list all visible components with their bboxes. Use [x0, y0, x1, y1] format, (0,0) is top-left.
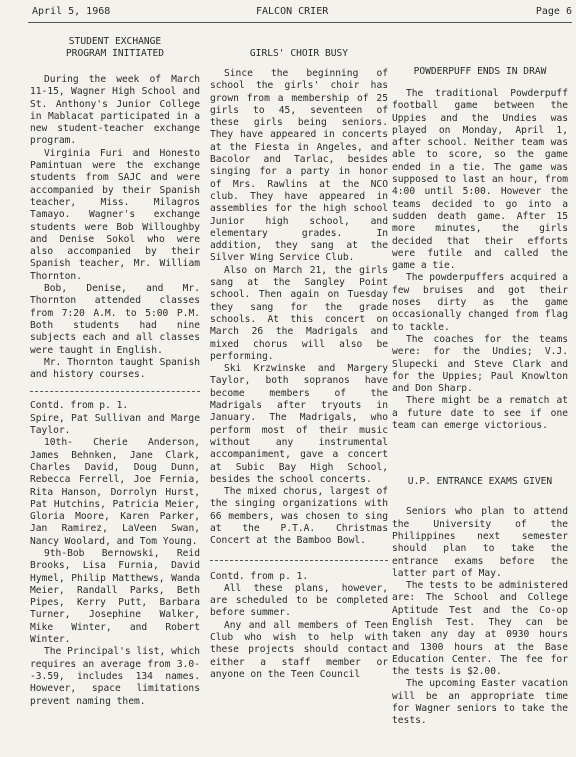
paragraph: Seniors who plan to attend the University of the Philippines next semester should plan to take the entrance exams before the latter part of May. [392, 506, 568, 579]
paragraph: The Principal's list, which requires an average from 3.0--3.59, includes 134 names. However, space limitations prevent naming them. [30, 646, 200, 707]
paragraph: 9th-Bob Bernowski, Reid Brooks, Lisa Furnia, David Hymel, Philip Matthews, Wanda Meier, Randall Parks, Beth Pipes, Kerry Putt, Barbara Turner, Josephine Walker, Mike Winter, and Robert Winter. [30, 547, 200, 646]
paragraph: Also on March 21, the girls sang at the Sangley Point school. Then again on Tuesday they sang for the grade schools. At this concert on March 26 the Madrigals and mixed chorus will also be performing. [210, 264, 388, 362]
paragraph: Spire, Pat Sullivan and Marge Taylor. [30, 412, 200, 437]
paragraph: The powderpuffers acquired a few bruises and got their noses dirty as the game occasionally changed from flag to tackle. [392, 272, 568, 333]
paragraph: Since the beginning of school the girls' choir has grown from a membership of 25 girls to 45, seventeen of these girls being seniors. They have appeared in concerts at the Fiesta in Angeles, and Bacolor and Tarlac, besides singing for a party in honor of Mrs. Rawlins at the NCO club. They have appeared in assemblies for the high school Junior high school, and elementary grades. In addition, they sang at the Silver Wing Service Club. [210, 68, 388, 264]
section-divider [30, 391, 200, 392]
column-1 [30, 36, 200, 708]
paragraph: All these plans, however, are scheduled to be completed before summer. [210, 582, 388, 619]
article-title: PROGRAM INITIATED [65, 48, 165, 59]
section-divider [210, 560, 388, 561]
paragraph: Virginia Furi and Honesto Pamintuan were the exchange students from SAJC and were accompanied by their Spanish teacher, Miss. Milagros Tamayo. Wagner's exchange students were Bob Willoughby and Denise Sokol who were also accompanied by their Spanish teacher, Mr. William Thornton. [30, 147, 200, 282]
column-3 [392, 66, 568, 728]
paragraph: The mixed chorus, largest of the singing organizations with 66 members, was chosen to sing at the P.T.A. Christmas Concert at the Bamboo Bowl. [210, 486, 388, 547]
paragraph: Any and all members of Teen Club who wish to help with these projects should contact either a staff member or anyone on the Teen Council [210, 619, 388, 680]
paragraph: 10th- Cherie Anderson, James Behnken, Jane Clark, Charles David, Doug Dunn, Rebecca Ferrell, Joe Fernia, Rita Hanson, Dorrolyn Hurst, Pat Hutchins, Patricia Meier, Gloria Moore, Karen Parker, Jan Ramirez, LaVeen Swan, Nancy Woolard, and Tom Young. [30, 437, 200, 547]
column-2 [210, 48, 388, 681]
paragraph: Bob, Denise, and Mr. Thornton attended classes from 7:20 A.M. to 5:00 P.M. Both students had nine subjects each and all classes were taught in English. [30, 283, 200, 356]
paragraph: During the week of March 11-15, Wagner High School and St. Anthony's Junior College in Mablacat participated in a new student-teacher exchange program. [30, 74, 200, 147]
paper-name: FALCON CRIER [256, 6, 329, 17]
continued-label: Contd. from p. 1. [30, 400, 129, 412]
page-number: Page 6 [535, 6, 572, 17]
paragraph: The traditional Powderpuff football game between the Uppies and the Undies was played on Monday, April 1, after school. Neither team was able to score, so the game ended in a tie. The game was supposed to last an hour, from 4:00 until 5:00. However the teams decided to go into a sudden death game. After 15 more minutes, the girls decided that their efforts were futile and called the game a tie. [392, 88, 568, 272]
page-header [32, 6, 572, 20]
article-title: POWDERPUFF ENDS IN DRAW [413, 66, 547, 77]
paragraph: The tests to be administered are: The School and College Aptitude Test and the Co-op English Test. They can be taken any day at 0930 hours and 1300 hours at the Base Education Center. The fee for the tests is $2.00. [392, 580, 568, 678]
header-rule [28, 22, 572, 23]
issue-date: April 5, 1968 [32, 6, 111, 17]
article-title: GIRLS' CHOIR BUSY [249, 48, 349, 59]
paragraph: Mr. Thornton taught Spanish and history courses. [30, 356, 200, 381]
paragraph: The coaches for the teams were: for the Undies; V.J. Slupecki and Steve Clark and for the Uppies; Paul Knowlton and Don Sharp. [392, 333, 568, 395]
paragraph: The upcoming Easter vacation will be an appropriate time for Wagner seniors to take the tests. [392, 678, 568, 727]
paragraph: There might be a rematch at a future date to see if one team can emerge victorious. [392, 395, 568, 432]
article-title: STUDENT EXCHANGE [68, 36, 162, 47]
article-title: U.P. ENTRANCE EXAMS GIVEN [407, 476, 553, 488]
continued-label: Contd. from p. 1. [210, 570, 309, 582]
paragraph: Ski Krzwinske and Margery Taylor, both sopranos have become members of the Madrigals after tryouts in January. The Madrigals, who perform most of their music without any instrumental accompaniment, gave a concert at Subic Bay High School, besides the school concerts. [210, 363, 388, 485]
